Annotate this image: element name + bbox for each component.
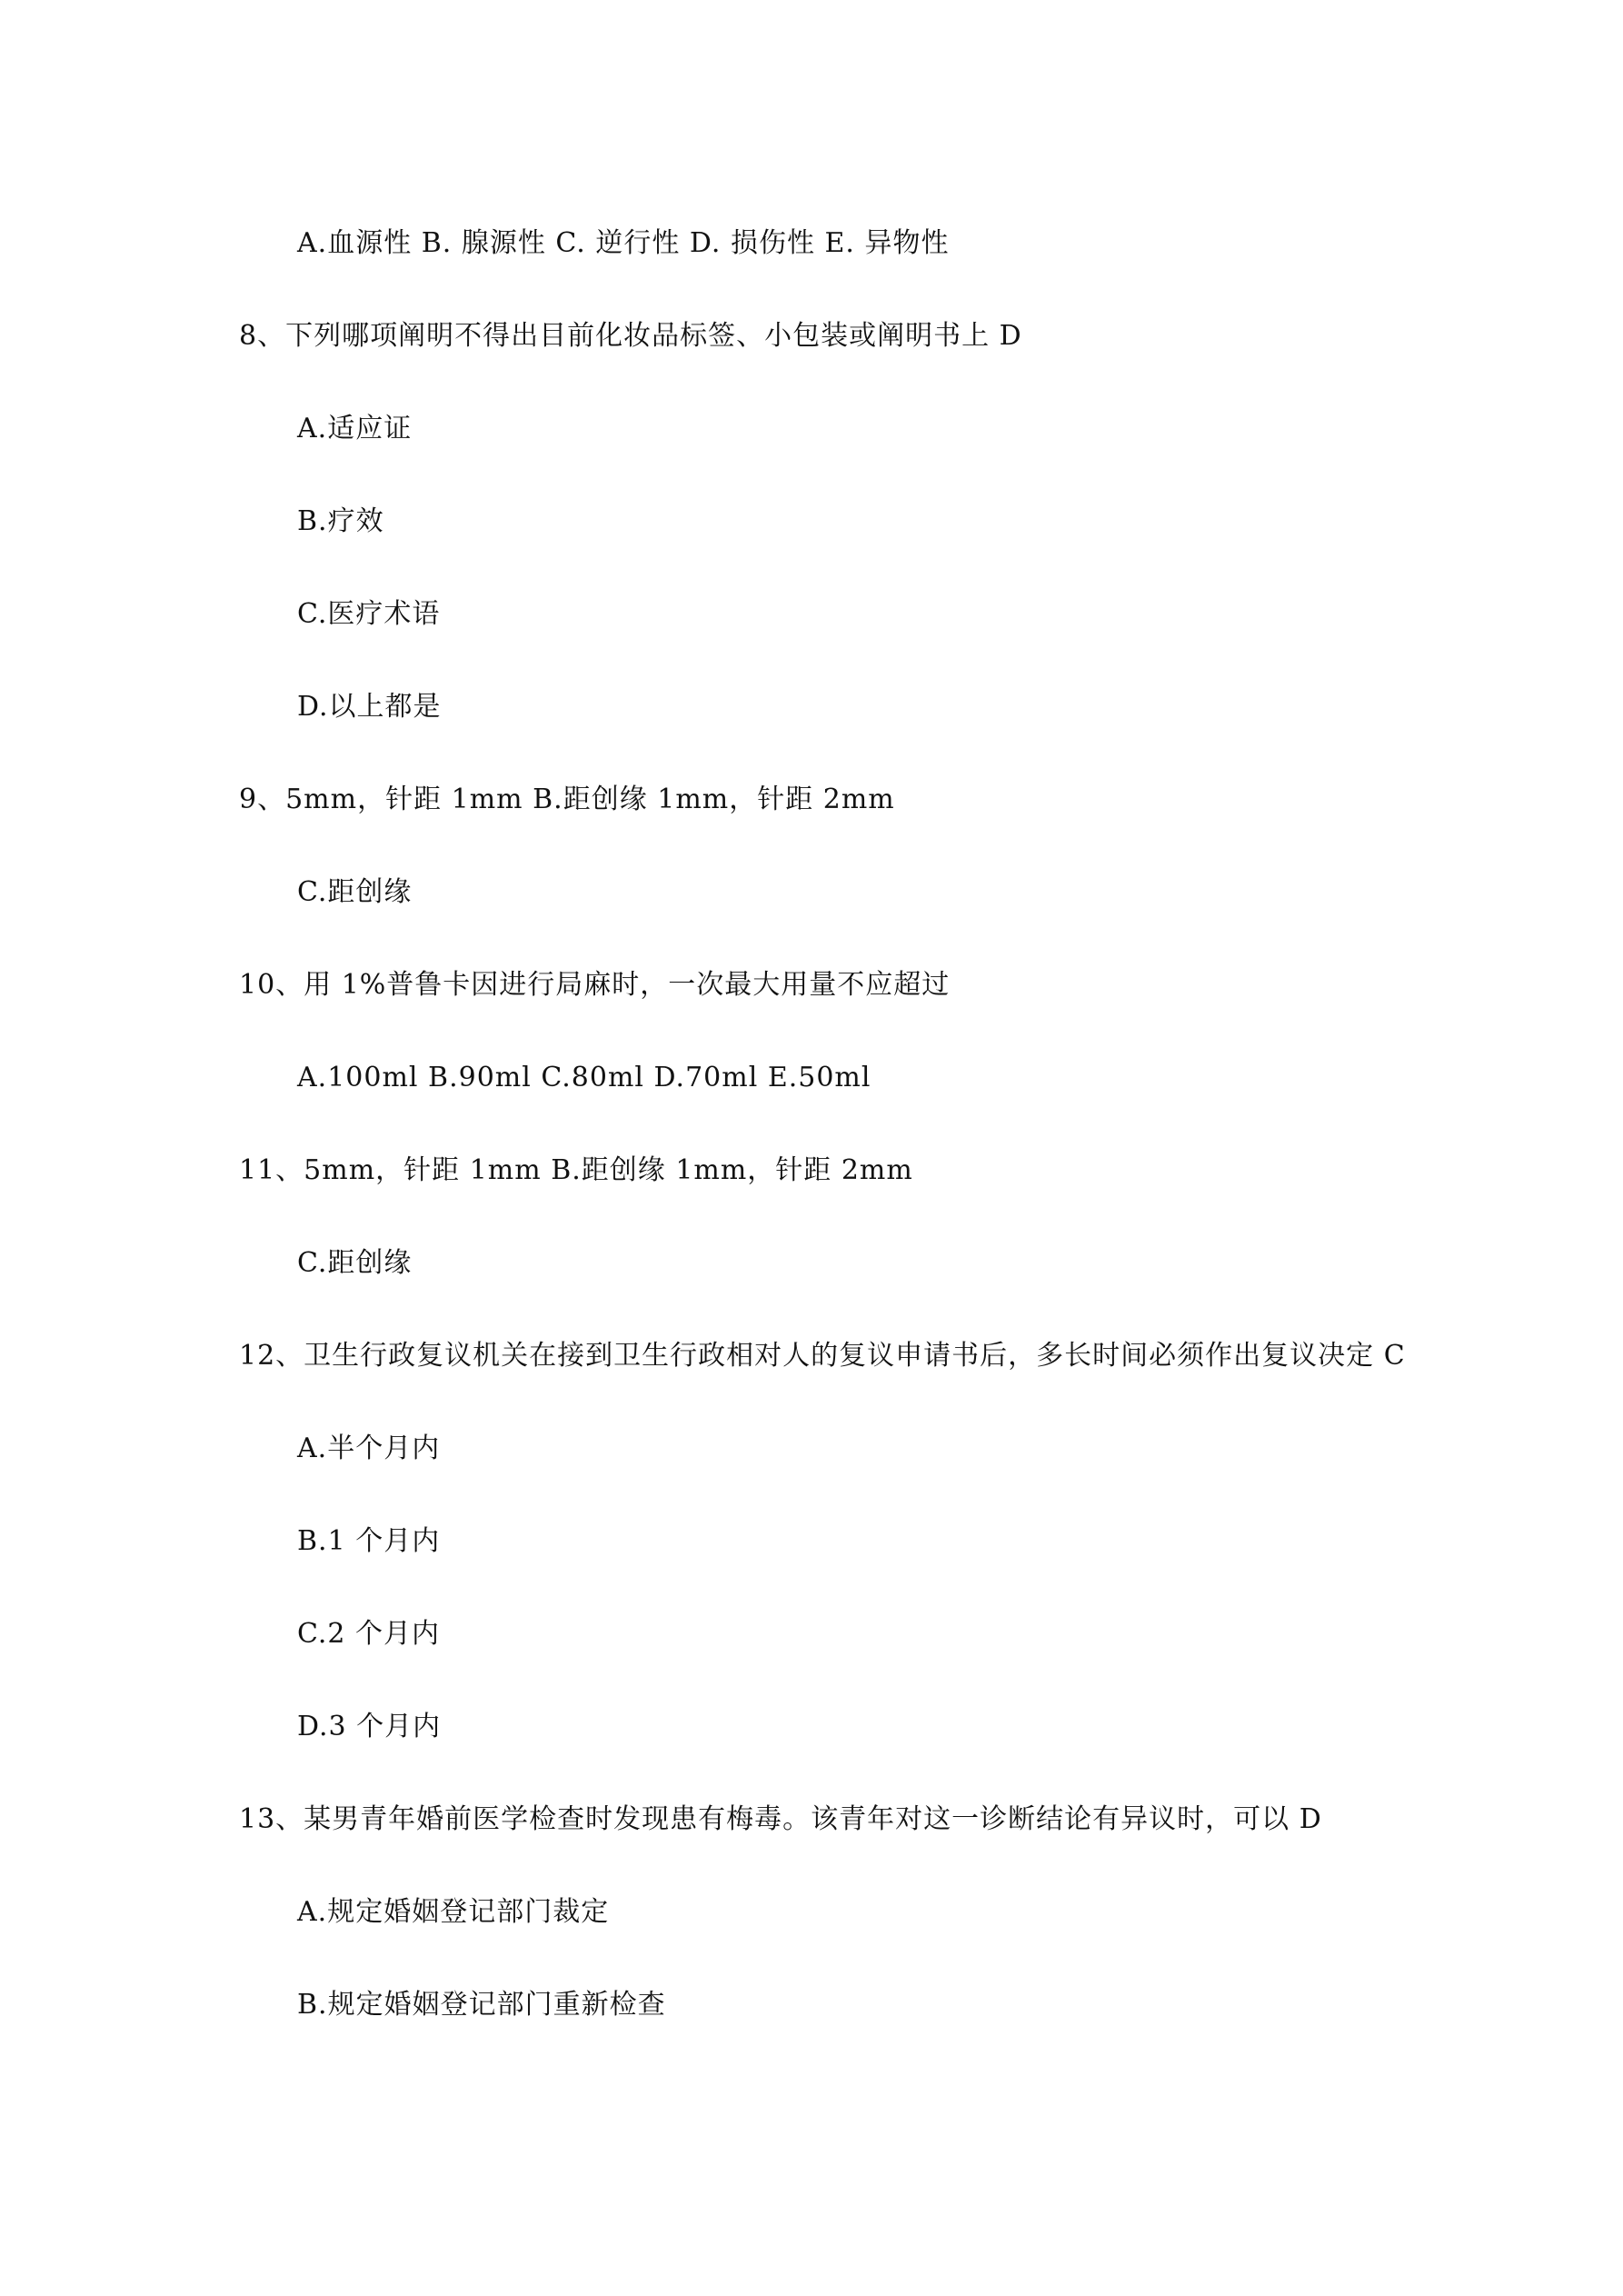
option-line: D.3 个月内 xyxy=(297,1711,442,1742)
question-line: 11、5mm，针距 1mm B.距创缘 1mm，针距 2mm xyxy=(239,1154,913,1186)
option-line: C.医疗术语 xyxy=(297,598,441,630)
question-line: 8、下列哪项阐明不得出目前化妆品标签、小包装或阐明书上 D xyxy=(239,320,1022,352)
option-line: A.血源性 B. 腺源性 C. 逆行性 D. 损伤性 E. 异物性 xyxy=(297,227,950,259)
option-line: A.100ml B.90ml C.80ml D.70ml E.50ml xyxy=(297,1062,871,1093)
option-line: C.2 个月内 xyxy=(297,1618,441,1650)
option-line: A.适应证 xyxy=(297,413,413,444)
question-line: 9、5mm，针距 1mm B.距创缘 1mm，针距 2mm xyxy=(239,784,895,815)
question-line: 12、卫生行政复议机关在接到卫生行政相对人的复议申请书后，多长时间必须作出复议决定 C xyxy=(239,1340,1406,1372)
option-line: C.距创缘 xyxy=(297,876,413,908)
option-line: B.疗效 xyxy=(297,505,384,537)
question-line: 10、用 1%普鲁卡因进行局麻时，一次最大用量不应超过 xyxy=(239,969,951,1001)
option-line: B.规定婚姻登记部门重新检查 xyxy=(297,1989,666,2021)
option-line: C.距创缘 xyxy=(297,1247,413,1279)
option-line: A.规定婚姻登记部门裁定 xyxy=(297,1896,610,1928)
question-line: 13、某男青年婚前医学检查时发现患有梅毒。该青年对这一诊断结论有异议时，可以 D xyxy=(239,1803,1322,1835)
option-line: B.1 个月内 xyxy=(297,1525,441,1557)
option-line: A.半个月内 xyxy=(297,1433,441,1464)
option-line: D.以上都是 xyxy=(297,691,442,723)
